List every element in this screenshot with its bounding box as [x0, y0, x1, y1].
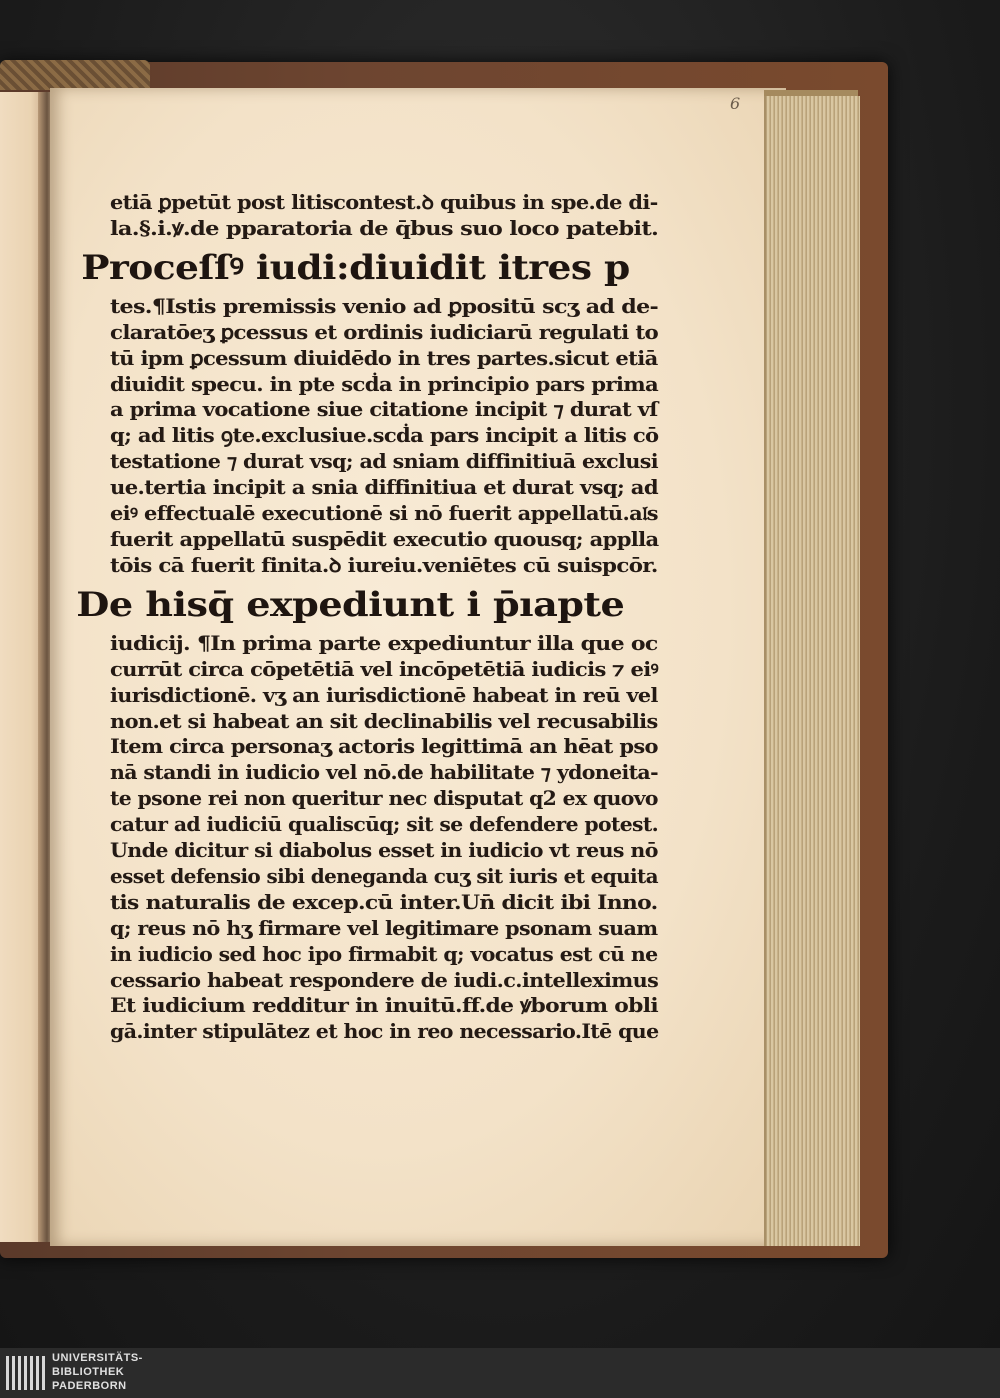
text-line: ue.tertia incipit a snia diffinitiua et durat vsq; ad — [110, 476, 658, 500]
library-footer — [0, 1348, 1000, 1398]
text-line: Et iudicium redditur in inuitū.ff.de ꝟborum obli — [110, 994, 658, 1018]
text-line: tōis cā fuerit finita.ꝺ iureiu.veniētes cū suispcōr. — [110, 553, 658, 577]
text-line: claratōeʒ ꝑcessus et ordinis iudiciarū regulati to — [110, 320, 659, 344]
text-line: etiā ꝑpetūt post litiscontest.ꝺ quibus in spe.de di- — [110, 191, 658, 214]
text-line: la.§.i.ꝟ.de pparatoria de q̄bus suo loco patebit. — [110, 216, 659, 240]
library-name — [52, 1351, 143, 1393]
text-line: diuidit specu. in pte scḋa in principio pars prima — [110, 372, 659, 396]
text-line: in iudicio sed hoc ipo firmabit q; vocatus est cū ne — [110, 942, 658, 966]
text-block — [76, 190, 659, 1045]
text-line: tis naturalis de excep.cū inter.Un̄ dicit ibi Inno. — [110, 890, 658, 914]
library-name-line: PADERBORN — [52, 1380, 127, 1392]
text-line: tū ipm ꝑcessum diuidēdo in tres partes.sicut etiā — [110, 346, 658, 370]
library-name-line: UNIVERSITÄTS- — [52, 1352, 143, 1364]
text-line: tes.¶Istis premissis venio ad ꝑpositū scʒ ad de- — [110, 294, 659, 318]
text-line: Unde dicitur si diabolus esset in iudicio vt reus nō — [110, 839, 658, 863]
text-line: q; ad litis ꝯte.exclusiue.scḋa pars incipit a litis cō — [110, 424, 659, 448]
text-line: testatione ⁊ durat vsq; ad sniam diffinitiuā exclusi — [110, 450, 658, 474]
text-line: catur ad iudiciū qualiscūq; sit se defendere potest. — [110, 813, 659, 837]
page-block-edges — [764, 96, 860, 1246]
library-name-line: BIBLIOTHEK — [52, 1366, 125, 1378]
text-line: gā.inter stipulātez et hoc in reo necessario.Itē que — [110, 1020, 659, 1044]
text-line: a prima vocatione siue citatione incipit ⁊ durat vſ — [110, 398, 658, 422]
text-line: nā standi in iudicio vel nō.de habilitate ⁊ ydoneita- — [110, 761, 658, 785]
text-line: iudicij. ¶In prima parte expediuntur illa que oc — [110, 631, 658, 655]
section-heading: De hisq̄ expediunt i p̄ıapte — [76, 584, 625, 625]
text-line: non.et si habeat an sit declinabilis vel recusabilis — [110, 709, 658, 733]
text-line: cessario habeat respondere de iudi.c.intelleximus — [110, 968, 659, 992]
text-line: iurisdictionē. vʒ an iurisdictionē habeat in reū vel — [110, 683, 658, 707]
text-line: esset defensio sibi deneganda cuʒ sit iuris et equita — [110, 864, 658, 888]
text-line: fuerit appellatū suspēdit executio quousq; applla — [110, 527, 659, 551]
text-line: currūt circa cōpetētiā vel incōpetētiā iudicis ⁊ eiꝰ — [110, 657, 658, 681]
text-line: Item circa personaʒ actoris legittimā an hēat pso — [110, 735, 658, 759]
text-line: eiꝰ effectualē executionē si nō fuerit appellatū.a𝔩s — [110, 502, 658, 526]
folio-number: 6 — [730, 94, 741, 113]
section-heading: Proceſſꝰ iudi:diuidit itres p — [81, 247, 630, 288]
library-logo-icon — [4, 1352, 46, 1394]
headband — [0, 60, 150, 90]
text-line: q; reus nō hʒ firmare vel legitimare psonam suam — [110, 916, 658, 940]
text-line: te psone rei non queritur nec disputat q2 ex quovo — [110, 787, 658, 811]
